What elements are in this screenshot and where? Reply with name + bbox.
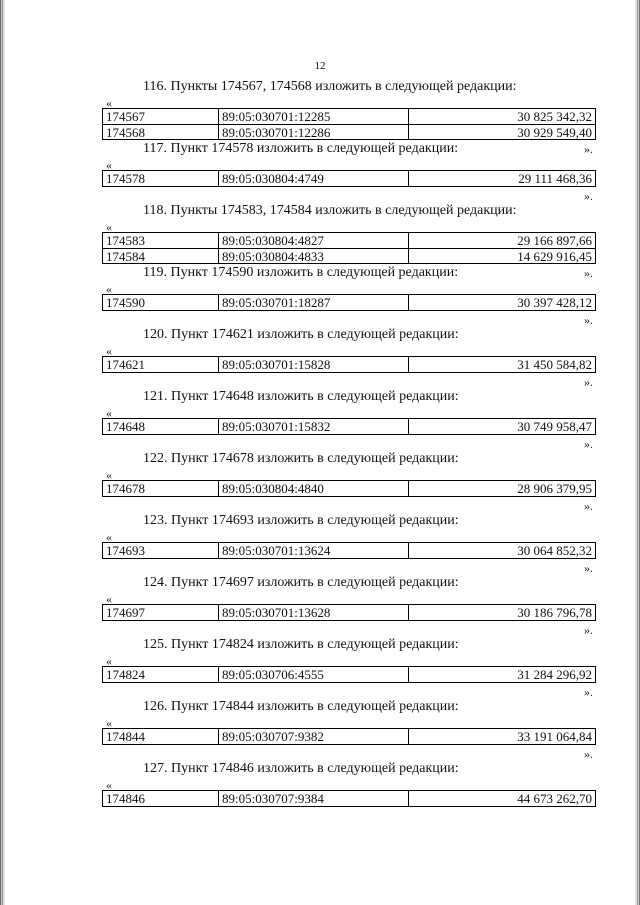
item-number-cell: 174844 xyxy=(103,729,219,744)
amendment-section xyxy=(0,508,640,575)
cadastral-number-cell: 89:05:030701:15828 xyxy=(219,357,409,372)
amendment-table xyxy=(102,418,596,435)
amendment-heading: 119. Пункт 174590 изложить в следующей редакции: xyxy=(143,265,459,280)
amendment-section xyxy=(0,694,640,761)
closing-quote: ». xyxy=(584,375,593,389)
amendment-section xyxy=(0,632,640,699)
table-row xyxy=(103,605,595,620)
amendment-section xyxy=(0,260,640,327)
cadastral-value-cell: 31 450 584,82 xyxy=(517,357,592,372)
opening-quote: « xyxy=(106,406,112,420)
amendment-table xyxy=(102,356,596,373)
amendment-table xyxy=(102,542,596,559)
opening-quote: « xyxy=(106,344,112,358)
cadastral-value-cell: 30 397 428,12 xyxy=(517,295,592,310)
cadastral-number-cell: 89:05:030701:13628 xyxy=(219,605,409,620)
opening-quote: « xyxy=(106,654,112,668)
item-number-cell: 174678 xyxy=(103,481,219,496)
opening-quote: « xyxy=(106,220,112,234)
cadastral-value-cell: 28 906 379,95 xyxy=(517,481,592,496)
cadastral-value-cell: 44 673 262,70 xyxy=(517,791,592,806)
amendment-section xyxy=(0,570,640,637)
opening-quote: « xyxy=(106,468,112,482)
opening-quote: « xyxy=(106,158,112,172)
amendment-table xyxy=(102,666,596,683)
opening-quote: « xyxy=(106,530,112,544)
closing-quote: ». xyxy=(584,747,593,761)
closing-quote: ». xyxy=(584,561,593,575)
amendment-table xyxy=(102,604,596,621)
table-row xyxy=(103,295,595,310)
opening-quote: « xyxy=(106,778,112,792)
amendment-heading: 125. Пункт 174824 изложить в следующей редакции: xyxy=(143,637,459,652)
item-number-cell: 174578 xyxy=(103,171,219,186)
amendment-heading: 121. Пункт 174648 изложить в следующей редакции: xyxy=(143,389,459,404)
table-row xyxy=(103,357,595,372)
amendment-section xyxy=(0,446,640,513)
closing-quote: ». xyxy=(584,685,593,699)
amendment-heading: 124. Пункт 174697 изложить в следующей редакции: xyxy=(143,575,459,590)
table-row xyxy=(103,481,595,496)
cadastral-number-cell: 89:05:030804:4840 xyxy=(219,481,409,496)
item-number-cell: 174567 xyxy=(103,109,219,124)
cadastral-number-cell: 89:05:030706:4555 xyxy=(219,667,409,682)
item-number-cell: 174697 xyxy=(103,605,219,620)
amendment-heading: 127. Пункт 174846 изложить в следующей редакции: xyxy=(143,761,459,776)
amendment-heading: 123. Пункт 174693 изложить в следующей редакции: xyxy=(143,513,459,528)
cadastral-value-cell: 29 111 468,36 xyxy=(518,171,592,186)
amendment-table xyxy=(102,728,596,745)
amendment-section xyxy=(0,756,640,818)
amendment-section xyxy=(0,384,640,451)
cadastral-value-cell: 31 284 296,92 xyxy=(517,667,592,682)
opening-quote: « xyxy=(106,716,112,730)
closing-quote: ». xyxy=(584,142,593,156)
table-row xyxy=(103,729,595,744)
item-number-cell: 174846 xyxy=(103,791,219,806)
page-number: 12 xyxy=(314,60,326,72)
cadastral-value-cell: 30 186 796,78 xyxy=(517,605,592,620)
table-row xyxy=(103,543,595,558)
cadastral-value-cell: 29 166 897,66 xyxy=(517,233,592,248)
amendment-table xyxy=(102,170,596,187)
item-number-cell: 174648 xyxy=(103,419,219,434)
amendment-heading: 118. Пункты 174583, 174584 изложить в следующей редакции: xyxy=(143,203,517,218)
amendment-heading: 126. Пункт 174844 изложить в следующей редакции: xyxy=(143,699,459,714)
cadastral-number-cell: 89:05:030701:12286 xyxy=(219,125,409,139)
amendment-section xyxy=(0,136,640,203)
cadastral-number-cell: 89:05:030701:15832 xyxy=(219,419,409,434)
cadastral-number-cell: 89:05:030804:4827 xyxy=(219,233,409,248)
table-row xyxy=(103,233,595,248)
cadastral-number-cell: 89:05:030701:13624 xyxy=(219,543,409,558)
item-number-cell: 174584 xyxy=(103,249,219,263)
cadastral-value-cell: 30 825 342,32 xyxy=(517,109,592,124)
table-row xyxy=(103,109,595,124)
closing-quote: ». xyxy=(584,266,593,280)
item-number-cell: 174824 xyxy=(103,667,219,682)
amendment-table xyxy=(102,790,596,807)
item-number-cell: 174568 xyxy=(103,125,219,139)
amendment-section xyxy=(0,322,640,389)
table-row xyxy=(103,667,595,682)
item-number-cell: 174621 xyxy=(103,357,219,372)
opening-quote: « xyxy=(106,282,112,296)
cadastral-number-cell: 89:05:030804:4749 xyxy=(219,171,409,186)
cadastral-number-cell: 89:05:030804:4833 xyxy=(219,249,409,263)
amendment-table xyxy=(102,480,596,497)
cadastral-number-cell: 89:05:030707:9384 xyxy=(219,791,409,806)
amendment-table xyxy=(102,294,596,311)
cadastral-value-cell: 14 629 916,45 xyxy=(517,249,592,263)
cadastral-number-cell: 89:05:030707:9382 xyxy=(219,729,409,744)
closing-quote: ». xyxy=(584,313,593,327)
opening-quote: « xyxy=(106,592,112,606)
cadastral-value-cell: 33 191 064,84 xyxy=(517,729,592,744)
table-row xyxy=(103,419,595,434)
item-number-cell: 174583 xyxy=(103,233,219,248)
opening-quote: « xyxy=(106,96,112,110)
amendment-heading: 117. Пункт 174578 изложить в следующей редакции: xyxy=(143,141,459,156)
amendment-heading: 116. Пункты 174567, 174568 изложить в следующей редакции: xyxy=(143,79,517,94)
cadastral-value-cell: 30 929 549,40 xyxy=(517,125,592,139)
closing-quote: ». xyxy=(584,189,593,203)
closing-quote: ». xyxy=(584,623,593,637)
amendment-heading: 122. Пункт 174678 изложить в следующей редакции: xyxy=(143,451,459,466)
document-body xyxy=(0,74,640,818)
amendment-heading: 120. Пункт 174621 изложить в следующей редакции: xyxy=(143,327,459,342)
item-number-cell: 174590 xyxy=(103,295,219,310)
table-row xyxy=(103,791,595,806)
table-row xyxy=(103,171,595,186)
closing-quote: ». xyxy=(584,499,593,513)
cadastral-value-cell: 30 749 958,47 xyxy=(517,419,592,434)
cadastral-number-cell: 89:05:030701:18287 xyxy=(219,295,409,310)
cadastral-number-cell: 89:05:030701:12285 xyxy=(219,109,409,124)
item-number-cell: 174693 xyxy=(103,543,219,558)
cadastral-value-cell: 30 064 852,32 xyxy=(517,543,592,558)
closing-quote: ». xyxy=(584,437,593,451)
